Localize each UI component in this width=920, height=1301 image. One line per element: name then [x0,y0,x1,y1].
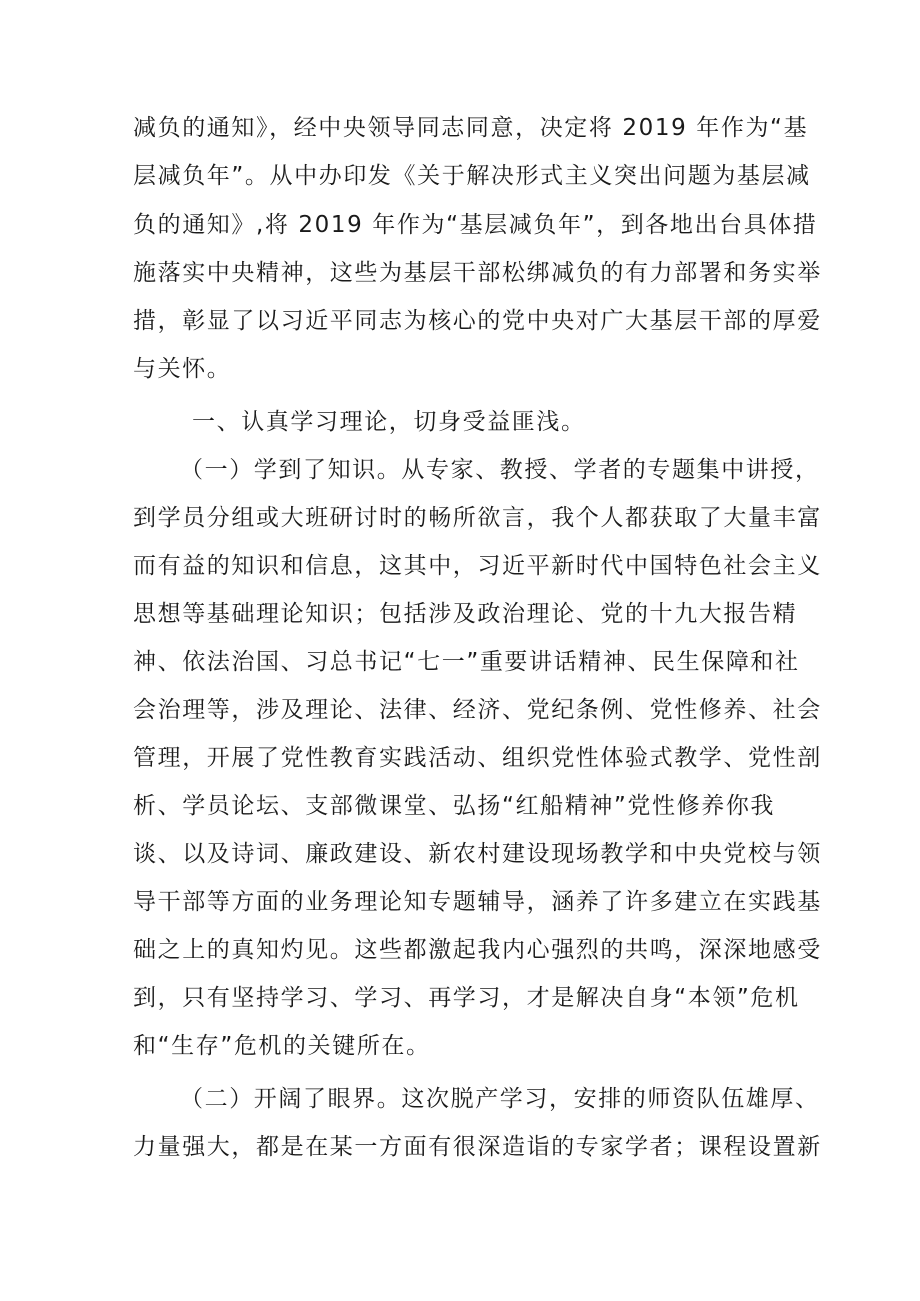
paragraph-line: 负的通知》,将 2019 年作为“基层减负年”，到各地出台具体措 [133,212,818,238]
paragraph-line: 施落实中央精神，这些为基层干部松绑减负的有力部署和务实举 [133,260,822,286]
paragraph-line: 导干部等方面的业务理论知专题辅导，涵养了许多建立在实践基 [133,889,822,915]
paragraph-line: 力量强大，都是在某一方面有很深造诣的专家学者；课程设置新 [133,1134,822,1160]
paragraph-line: 础之上的真知灼见。这些都激起我内心强烈的共鸣，深深地感受 [133,937,822,963]
paragraph-line: 措，彰显了以习近平同志为核心的党中央对广大基层干部的厚爱 [133,308,822,334]
paragraph-line: 而有益的知识和信息，这其中，习近平新时代中国特色社会主义 [133,553,822,579]
paragraph-line: 和“生存”危机的关键所在。 [133,1033,431,1059]
paragraph-line: 神、依法治国、习总书记“七一”重要讲话精神、民生保障和社 [133,649,800,675]
paragraph-line: 析、学员论坛、支部微课堂、弘扬“红船精神”党性修养你我 [133,793,776,819]
paragraph-line: 到学员分组或大班研讨时的畅所欲言，我个人都获取了大量丰富 [133,505,822,531]
paragraph-line: 到，只有坚持学习、学习、再学习，才是解决自身“本领”危机 [133,985,800,1011]
paragraph-line: 层减负年”。从中办印发《关于解决形式主义突出问题为基层减 [133,163,811,189]
paragraph-line: 减负的通知》，经中央领导同志同意，决定将 2019 年作为“基 [133,115,809,141]
paragraph-line: 谈、以及诗词、廉政建设、新农村建设现场教学和中央党校与领 [133,841,822,867]
section-heading: 一、认真学习理论，切身受益匪浅。 [192,409,586,435]
paragraph-line: 管理，开展了党性教育实践活动、组织党性体验式教学、党性剖 [133,745,822,771]
paragraph-line: 思想等基础理论知识；包括涉及政治理论、党的十九大报告精 [133,601,798,627]
paragraph-line: 会治理等，涉及理论、法律、经济、党纪条例、党性修养、社会 [133,697,822,723]
paragraph-line: （一）学到了知识。从专家、教授、学者的专题集中讲授， [180,457,820,483]
paragraph-line: （二）开阔了眼界。这次脱产学习，安排的师资队伍雄厚、 [180,1086,820,1112]
paragraph-line: 与关怀。 [133,356,232,382]
